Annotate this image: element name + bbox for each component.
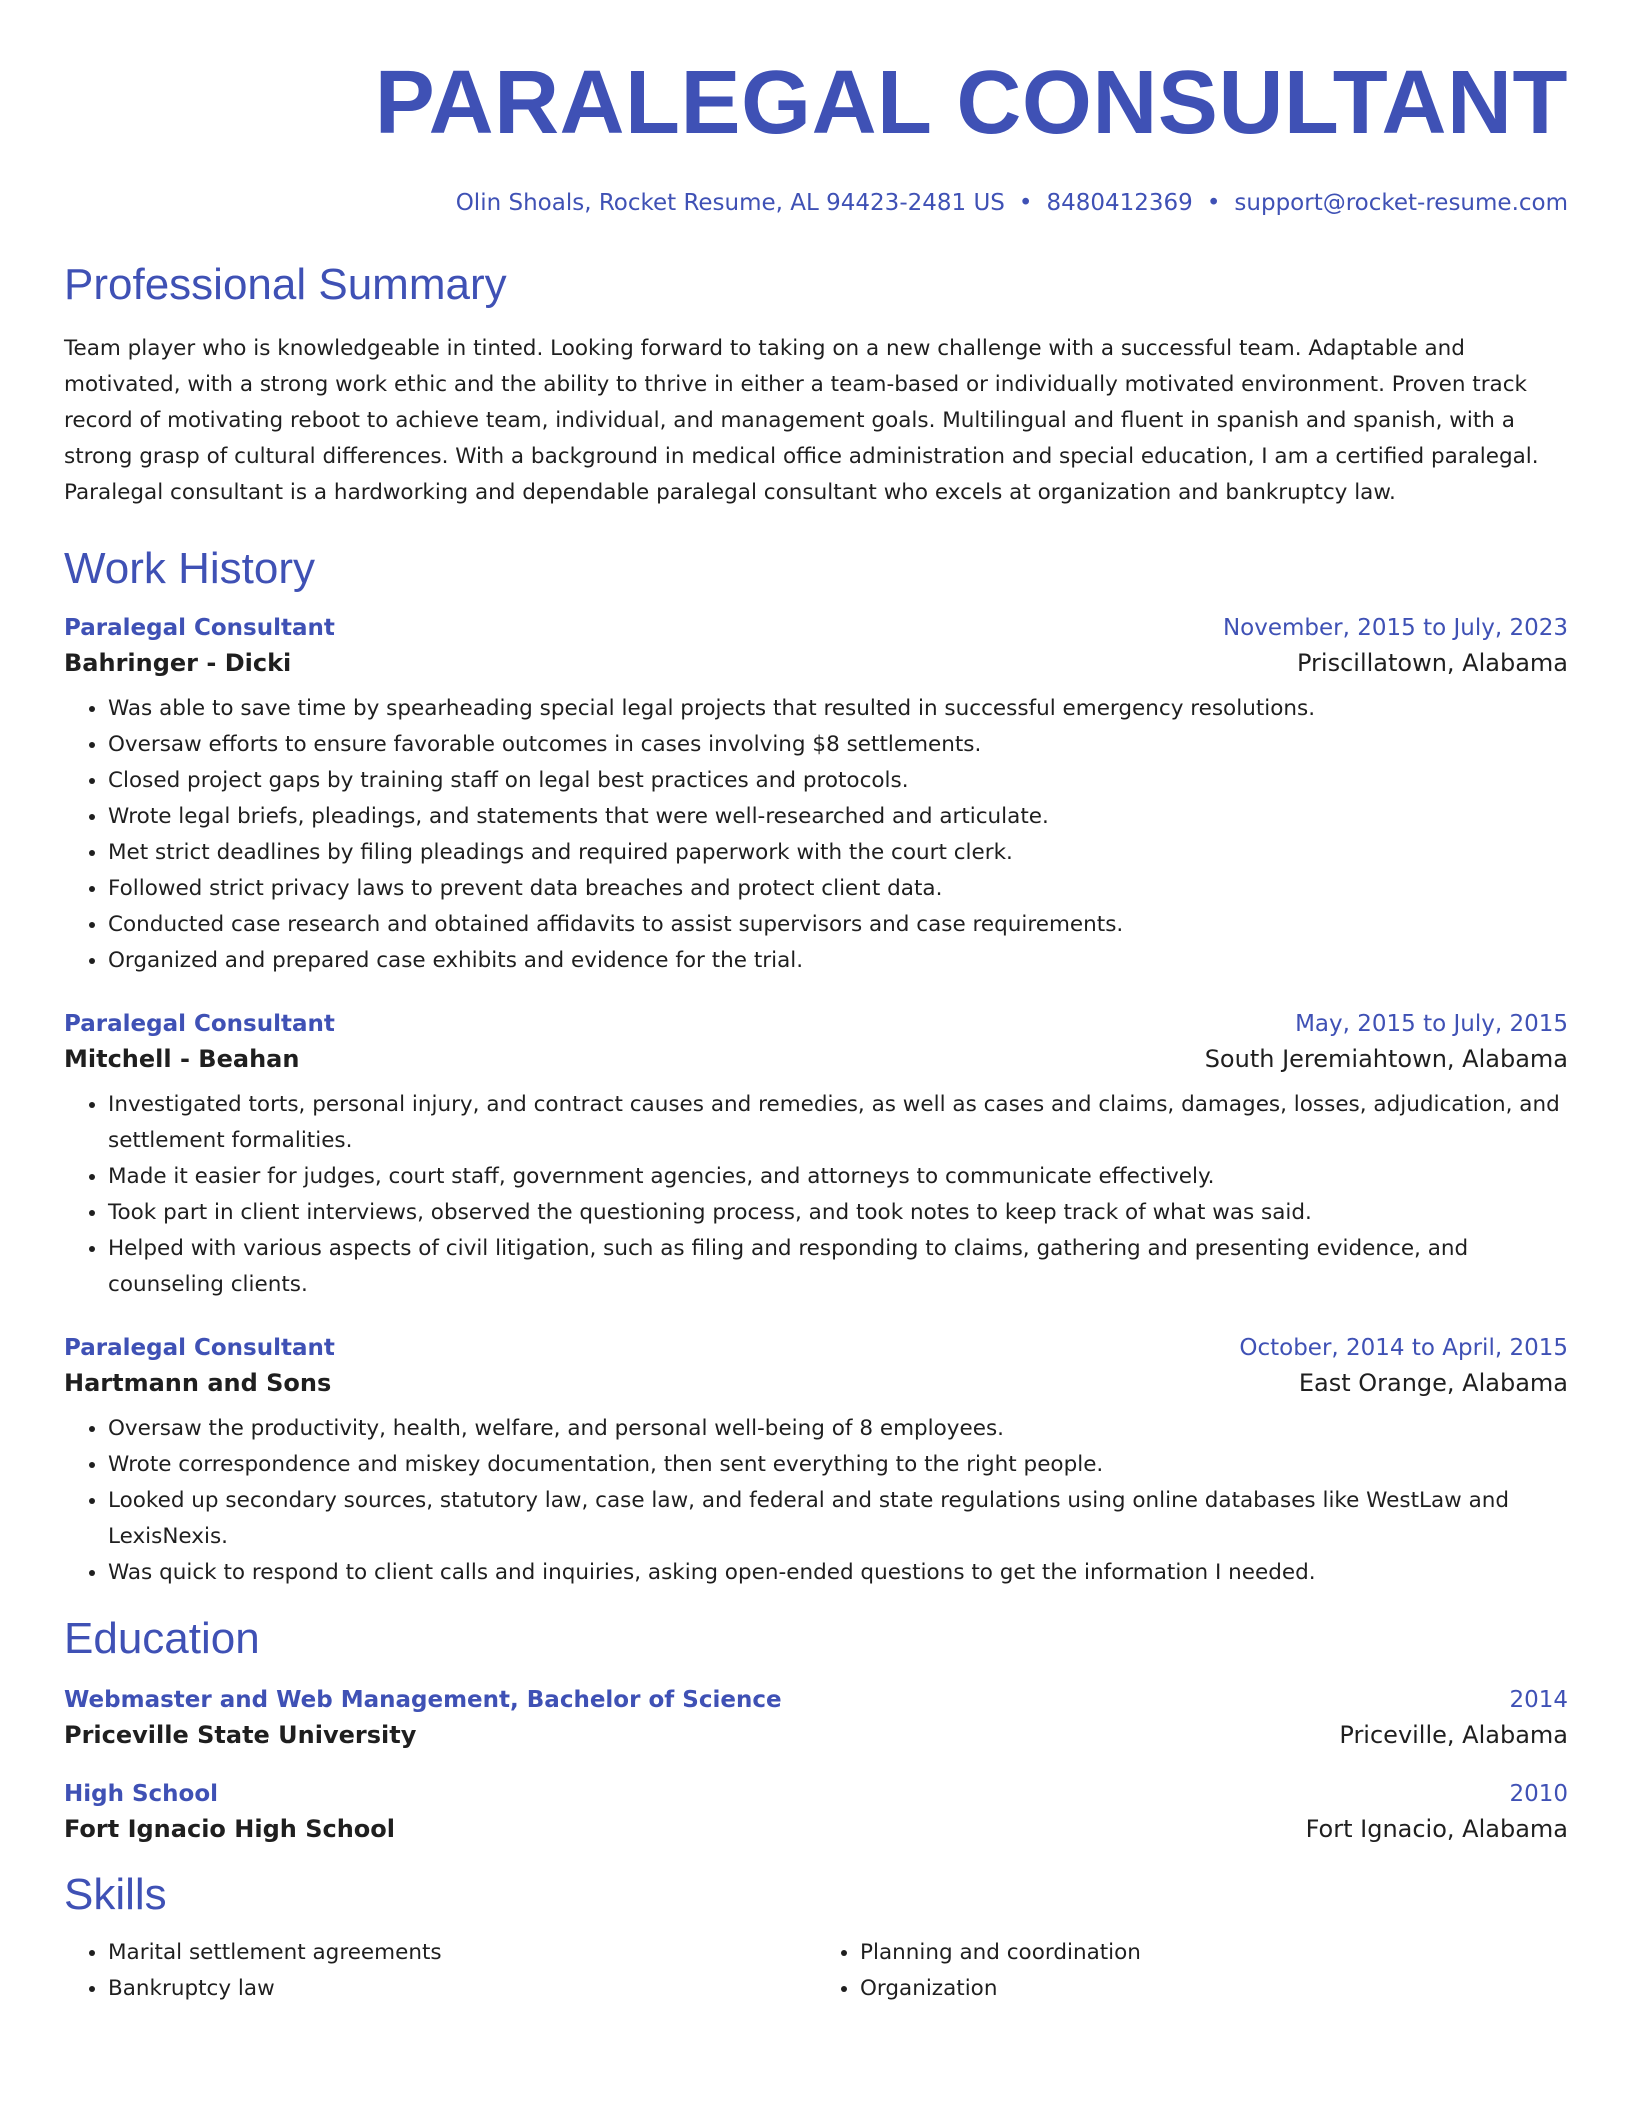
list-item: • Was quick to respond to client calls and inquiries, asking open-ended questions to get the information I needed. xyxy=(108,1555,1568,1591)
education-degree: Webmaster and Web Management, Bachelor of Science xyxy=(64,1687,782,1713)
job-bullets xyxy=(64,1411,1568,1591)
education-entry xyxy=(64,1687,1568,1749)
education-school-row xyxy=(64,1815,1568,1843)
summary-text: Team player who is knowledgeable in tinted. Looking forward to taking on a new challenge with a successful team. Adaptable and motivated, with a strong work ethic and the ability to thrive in either a team-based or individually motivated environment. Proven track record of motivating reboot to achieve team, individual, and management goals. Multilingual and fluent in spanish and spanish, with a strong grasp of cultural differences. With a background in medical office administration and special education, I am a certified paralegal. Paralegal consultant is a hardworking and dependable paralegal consultant who excels at organization and bankruptcy law. xyxy=(64,336,1539,505)
job-company: Hartmann and Sons xyxy=(64,1369,332,1397)
skills-heading: Skills xyxy=(64,1870,167,1919)
list-item: • Met strict deadlines by filing pleadings and required paperwork with the court clerk. xyxy=(108,835,1568,871)
list-item: • Conducted case research and obtained affidavits to assist supervisors and case requirements. xyxy=(108,907,1568,943)
list-item: • Oversaw efforts to ensure favorable outcomes in cases involving $8 settlements. xyxy=(108,727,1568,763)
education-degree: High School xyxy=(64,1781,219,1807)
summary-heading: Professional Summary xyxy=(64,260,507,309)
list-item: • Helped with various aspects of civil litigation, such as filing and responding to claims, gathering and presenting evidence, and counseling clients. xyxy=(108,1231,1568,1303)
job-entry xyxy=(64,1011,1568,1303)
list-item: • Marital settlement agreements xyxy=(108,1935,816,1971)
list-item: • Followed strict privacy laws to prevent data breaches and protect client data. xyxy=(108,871,1568,907)
skills-column-right xyxy=(816,1935,1568,2007)
job-dates: November, 2015 to July, 2023 xyxy=(1222,615,1568,641)
job-dates: October, 2014 to April, 2015 xyxy=(1239,1335,1568,1361)
job-header-row xyxy=(64,615,1568,641)
education-entry xyxy=(64,1781,1568,1843)
education-year: 2010 xyxy=(1509,1781,1568,1807)
job-company: Mitchell - Beahan xyxy=(64,1045,300,1073)
list-item: • Planning and coordination xyxy=(860,1935,1568,1971)
education-heading: Education xyxy=(64,1614,260,1663)
education-location: Priceville, Alabama xyxy=(1339,1721,1568,1749)
job-bullets xyxy=(64,1087,1568,1303)
list-item: • Was able to save time by spearheading special legal projects that resulted in successful emergency resolutions. xyxy=(108,691,1568,727)
list-item: • Looked up secondary sources, statutory law, case law, and federal and state regulations using online databases like WestLaw and LexisNexis. xyxy=(108,1483,1568,1555)
contact-separator: • xyxy=(1206,190,1221,216)
job-title: Paralegal Consultant xyxy=(64,615,335,641)
job-company-row xyxy=(64,649,1568,677)
education-school: Fort Ignacio High School xyxy=(64,1815,395,1843)
resume-title: PARALEGAL CONSULTANT xyxy=(374,53,1568,153)
job-location: East Orange, Alabama xyxy=(1298,1369,1568,1397)
education-location: Fort Ignacio, Alabama xyxy=(1305,1815,1568,1843)
skills-column-left xyxy=(64,1935,816,2007)
skills-list xyxy=(64,1935,1568,2007)
job-title: Paralegal Consultant xyxy=(64,1335,335,1361)
contact-separator: • xyxy=(1018,190,1033,216)
job-bullets xyxy=(64,691,1568,979)
list-item: • Investigated torts, personal injury, and contract causes and remedies, as well as cases and claims, damages, losses, adjudication, and settlement formalities. xyxy=(108,1087,1568,1159)
list-item: • Took part in client interviews, observed the questioning process, and took notes to keep track of what was said. xyxy=(108,1195,1568,1231)
job-entry xyxy=(64,1335,1568,1591)
education-school: Priceville State University xyxy=(64,1721,417,1749)
list-item: • Organization xyxy=(860,1971,1568,2007)
list-item: • Oversaw the productivity, health, welfare, and personal well-being of 8 employees. xyxy=(108,1411,1568,1447)
contact-email[interactable]: support@rocket-resume.com xyxy=(1234,190,1568,216)
list-item: • Organized and prepared case exhibits and evidence for the trial. xyxy=(108,943,1568,979)
job-location: Priscillatown, Alabama xyxy=(1296,649,1568,677)
job-dates: May, 2015 to July, 2015 xyxy=(1295,1011,1568,1037)
education-year: 2014 xyxy=(1509,1687,1568,1713)
job-entry xyxy=(64,615,1568,979)
contact-address: Olin Shoals, Rocket Resume, AL 94423-2481 US xyxy=(455,190,1005,216)
job-company-row xyxy=(64,1369,1568,1397)
job-header-row xyxy=(64,1335,1568,1361)
education-header-row xyxy=(64,1781,1568,1807)
contact-phone: 8480412369 xyxy=(1046,190,1193,216)
job-header-row xyxy=(64,1011,1568,1037)
education-header-row xyxy=(64,1687,1568,1713)
job-company-row xyxy=(64,1045,1568,1073)
work-history-heading: Work History xyxy=(64,544,315,593)
job-title: Paralegal Consultant xyxy=(64,1011,335,1037)
list-item: • Wrote correspondence and miskey documentation, then sent everything to the right people. xyxy=(108,1447,1568,1483)
education-school-row xyxy=(64,1721,1568,1749)
job-company: Bahringer - Dicki xyxy=(64,649,292,677)
list-item: • Made it easier for judges, court staff, government agencies, and attorneys to communicate effectively. xyxy=(108,1159,1568,1195)
contact-line xyxy=(64,190,1568,216)
list-item: • Bankruptcy law xyxy=(108,1971,816,2007)
list-item: • Closed project gaps by training staff on legal best practices and protocols. xyxy=(108,763,1568,799)
list-item: • Wrote legal briefs, pleadings, and statements that were well-researched and articulate. xyxy=(108,799,1568,835)
job-location: South Jeremiahtown, Alabama xyxy=(1204,1045,1568,1073)
